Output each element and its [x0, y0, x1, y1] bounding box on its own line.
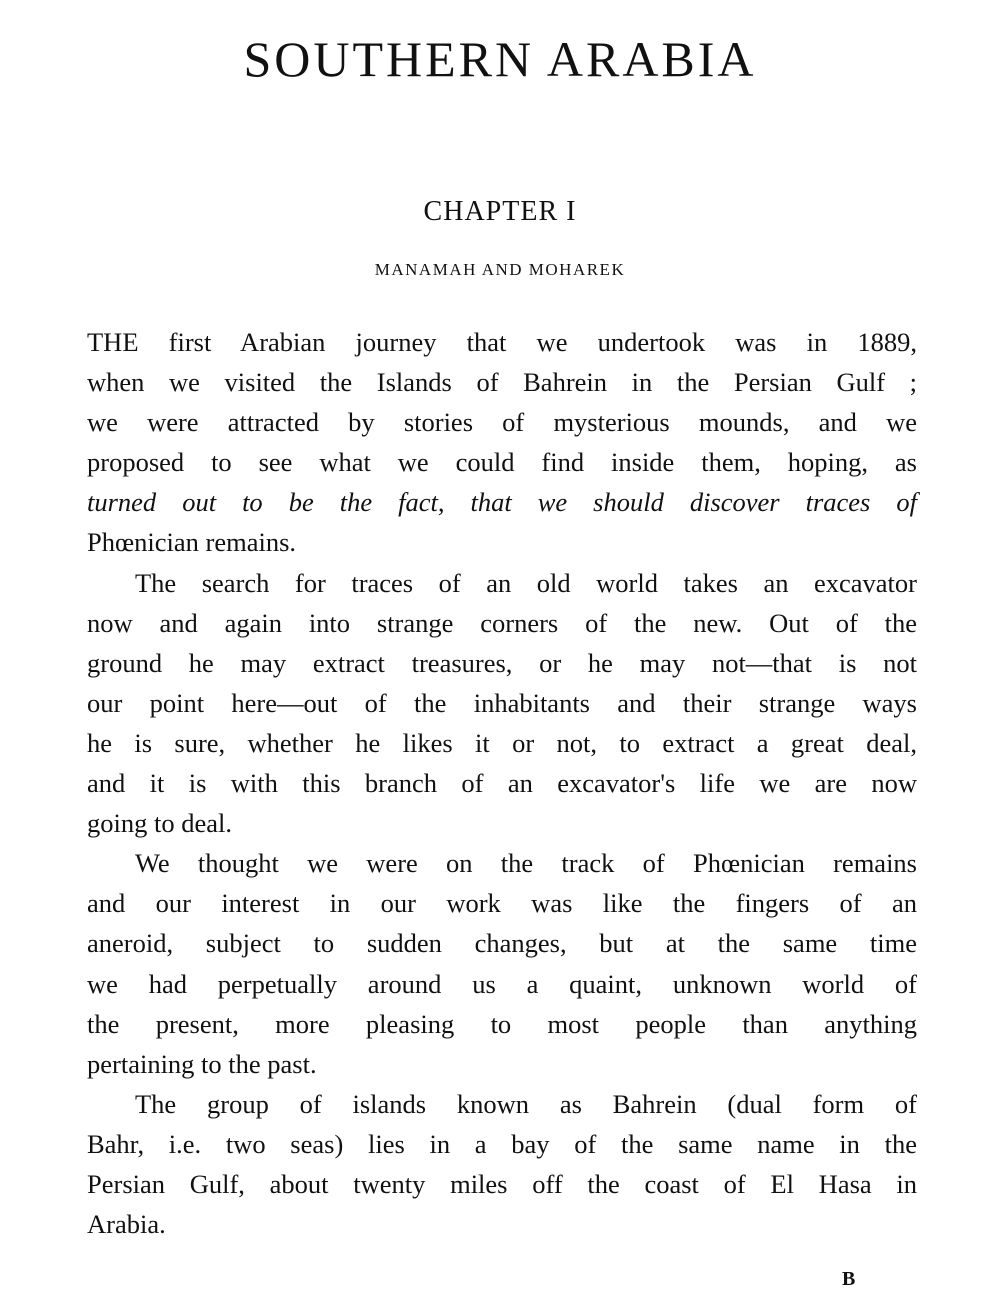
- text-line: and our interest in our work was like the fingers of an: [87, 888, 917, 919]
- text-line: Persian Gulf, about twenty miles off the coast of El Hasa in: [87, 1168, 917, 1199]
- text-line: we had perpetually around us a quaint, unknown world of: [87, 968, 917, 999]
- paragraph: [87, 843, 917, 1084]
- text-line: going to deal.: [87, 808, 232, 839]
- paragraph: [87, 322, 917, 563]
- body-text: [87, 322, 917, 1244]
- text-line: The search for traces of an old world takes an excavator: [135, 567, 917, 598]
- text-line: ground he may extract treasures, or he may not—that is not: [87, 647, 917, 678]
- signature-mark: B: [842, 1268, 856, 1290]
- text-line: and it is with this branch of an excavator's life we are now: [87, 768, 917, 799]
- text-line: aneroid, subject to sudden changes, but at the same time: [87, 928, 917, 959]
- text-line: we were attracted by stories of mysterious mounds, and we: [87, 407, 917, 438]
- book-title: SOUTHERN ARABIA: [243, 31, 757, 87]
- paragraph: [87, 563, 917, 844]
- text-line: he is sure, whether he likes it or not, to extract a great deal,: [87, 727, 917, 758]
- text-line: when we visited the Islands of Bahrein in the Persian Gulf ;: [87, 367, 917, 398]
- chapter-subtitle: MANAMAH AND MOHAREK: [374, 260, 626, 279]
- text-line: Phœnician remains.: [87, 527, 297, 558]
- text-line: turned out to be the fact, that we should discover traces of: [87, 487, 917, 518]
- paragraph: [87, 1084, 917, 1244]
- text-line: Bahr, i.e. two seas) lies in a bay of the same name in the: [87, 1128, 917, 1159]
- chapter-heading: CHAPTER I: [423, 196, 577, 227]
- text-line: now and again into strange corners of the new. Out of the: [87, 607, 917, 638]
- text-line: proposed to see what we could find inside them, hoping, as: [87, 447, 917, 478]
- text-line: The group of islands known as Bahrein (dual form of: [135, 1088, 917, 1119]
- text-line: Arabia.: [87, 1209, 166, 1240]
- text-line: pertaining to the past.: [87, 1048, 317, 1079]
- text-line: We thought we were on the track of Phœnician remains: [135, 848, 917, 879]
- text-line: THE first Arabian journey that we undertook was in 1889,: [87, 327, 917, 357]
- text-line: the present, more pleasing to most people than anything: [87, 1008, 917, 1039]
- text-line: our point here—out of the inhabitants and their strange ways: [87, 687, 917, 718]
